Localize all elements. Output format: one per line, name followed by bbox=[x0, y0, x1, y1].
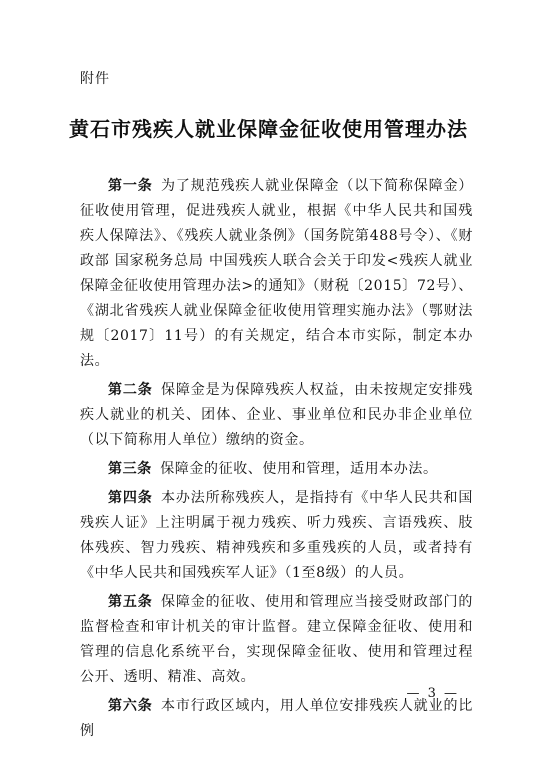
article-1 bbox=[80, 174, 473, 374]
article-text: 为了规范残疾人就业保障金（以下简称保障金）征收使用管理，促进残疾人就业，根据《中华人民共和国残疾人保障法》、《残疾人就业条例》（国务院第488号令）、《财政部 国家税务总局 中国残疾人联合会关于印发<残疾人就业保障金征收使用管理办法>的通知》（财税〔2015〕72号）、《湖北省残疾人就业保障金征收使用管理实施办法》（鄂财法规〔2017〕11号）的有关规定，结合本市实际，制定本办法。 bbox=[80, 178, 473, 369]
attachment-label: 附件 bbox=[80, 71, 110, 87]
document-title: 黄石市残疾人就业保障金征收使用管理办法 bbox=[69, 117, 468, 141]
article-label: 第六条 bbox=[108, 698, 153, 714]
article-label: 第二条 bbox=[108, 382, 153, 398]
article-text: 本市行政区域内，用人单位安排残疾人就业的比例 bbox=[80, 698, 473, 739]
article-label: 第一条 bbox=[108, 178, 153, 194]
article-3 bbox=[80, 457, 473, 482]
article-label: 第三条 bbox=[108, 461, 152, 477]
article-text: 本办法所称残疾人，是指持有《中华人民共和国残疾人证》上注明属于视力残疾、听力残疾、言语残疾、肢体残疾、智力残疾、精神残疾和多重残疾的人员，或者持有《中华人民共和国残疾军人证》（1至8级）的人员。 bbox=[80, 490, 473, 581]
article-6 bbox=[80, 694, 473, 744]
article-label: 第五条 bbox=[108, 594, 153, 610]
article-text: 保障金的征收、使用和管理，适用本办法。 bbox=[160, 461, 438, 477]
article-text: 保障金是为保障残疾人权益，由未按规定安排残疾人就业的机关、团体、企业、事业单位和民办非企业单位（以下简称用人单位）缴纳的资金。 bbox=[80, 382, 473, 448]
article-5 bbox=[80, 590, 473, 690]
article-text: 保障金的征收、使用和管理应当接受财政部门的监督检查和审计机关的审计监督。建立保障金征收、使用和管理的信息化系统平台，实现保障金征收、使用和管理过程公开、透明、精准、高效。 bbox=[80, 594, 473, 685]
document-body bbox=[80, 174, 473, 748]
article-label: 第四条 bbox=[108, 490, 153, 506]
article-4 bbox=[80, 486, 473, 586]
article-2 bbox=[80, 378, 473, 453]
page-number: — 3 — bbox=[406, 686, 459, 701]
